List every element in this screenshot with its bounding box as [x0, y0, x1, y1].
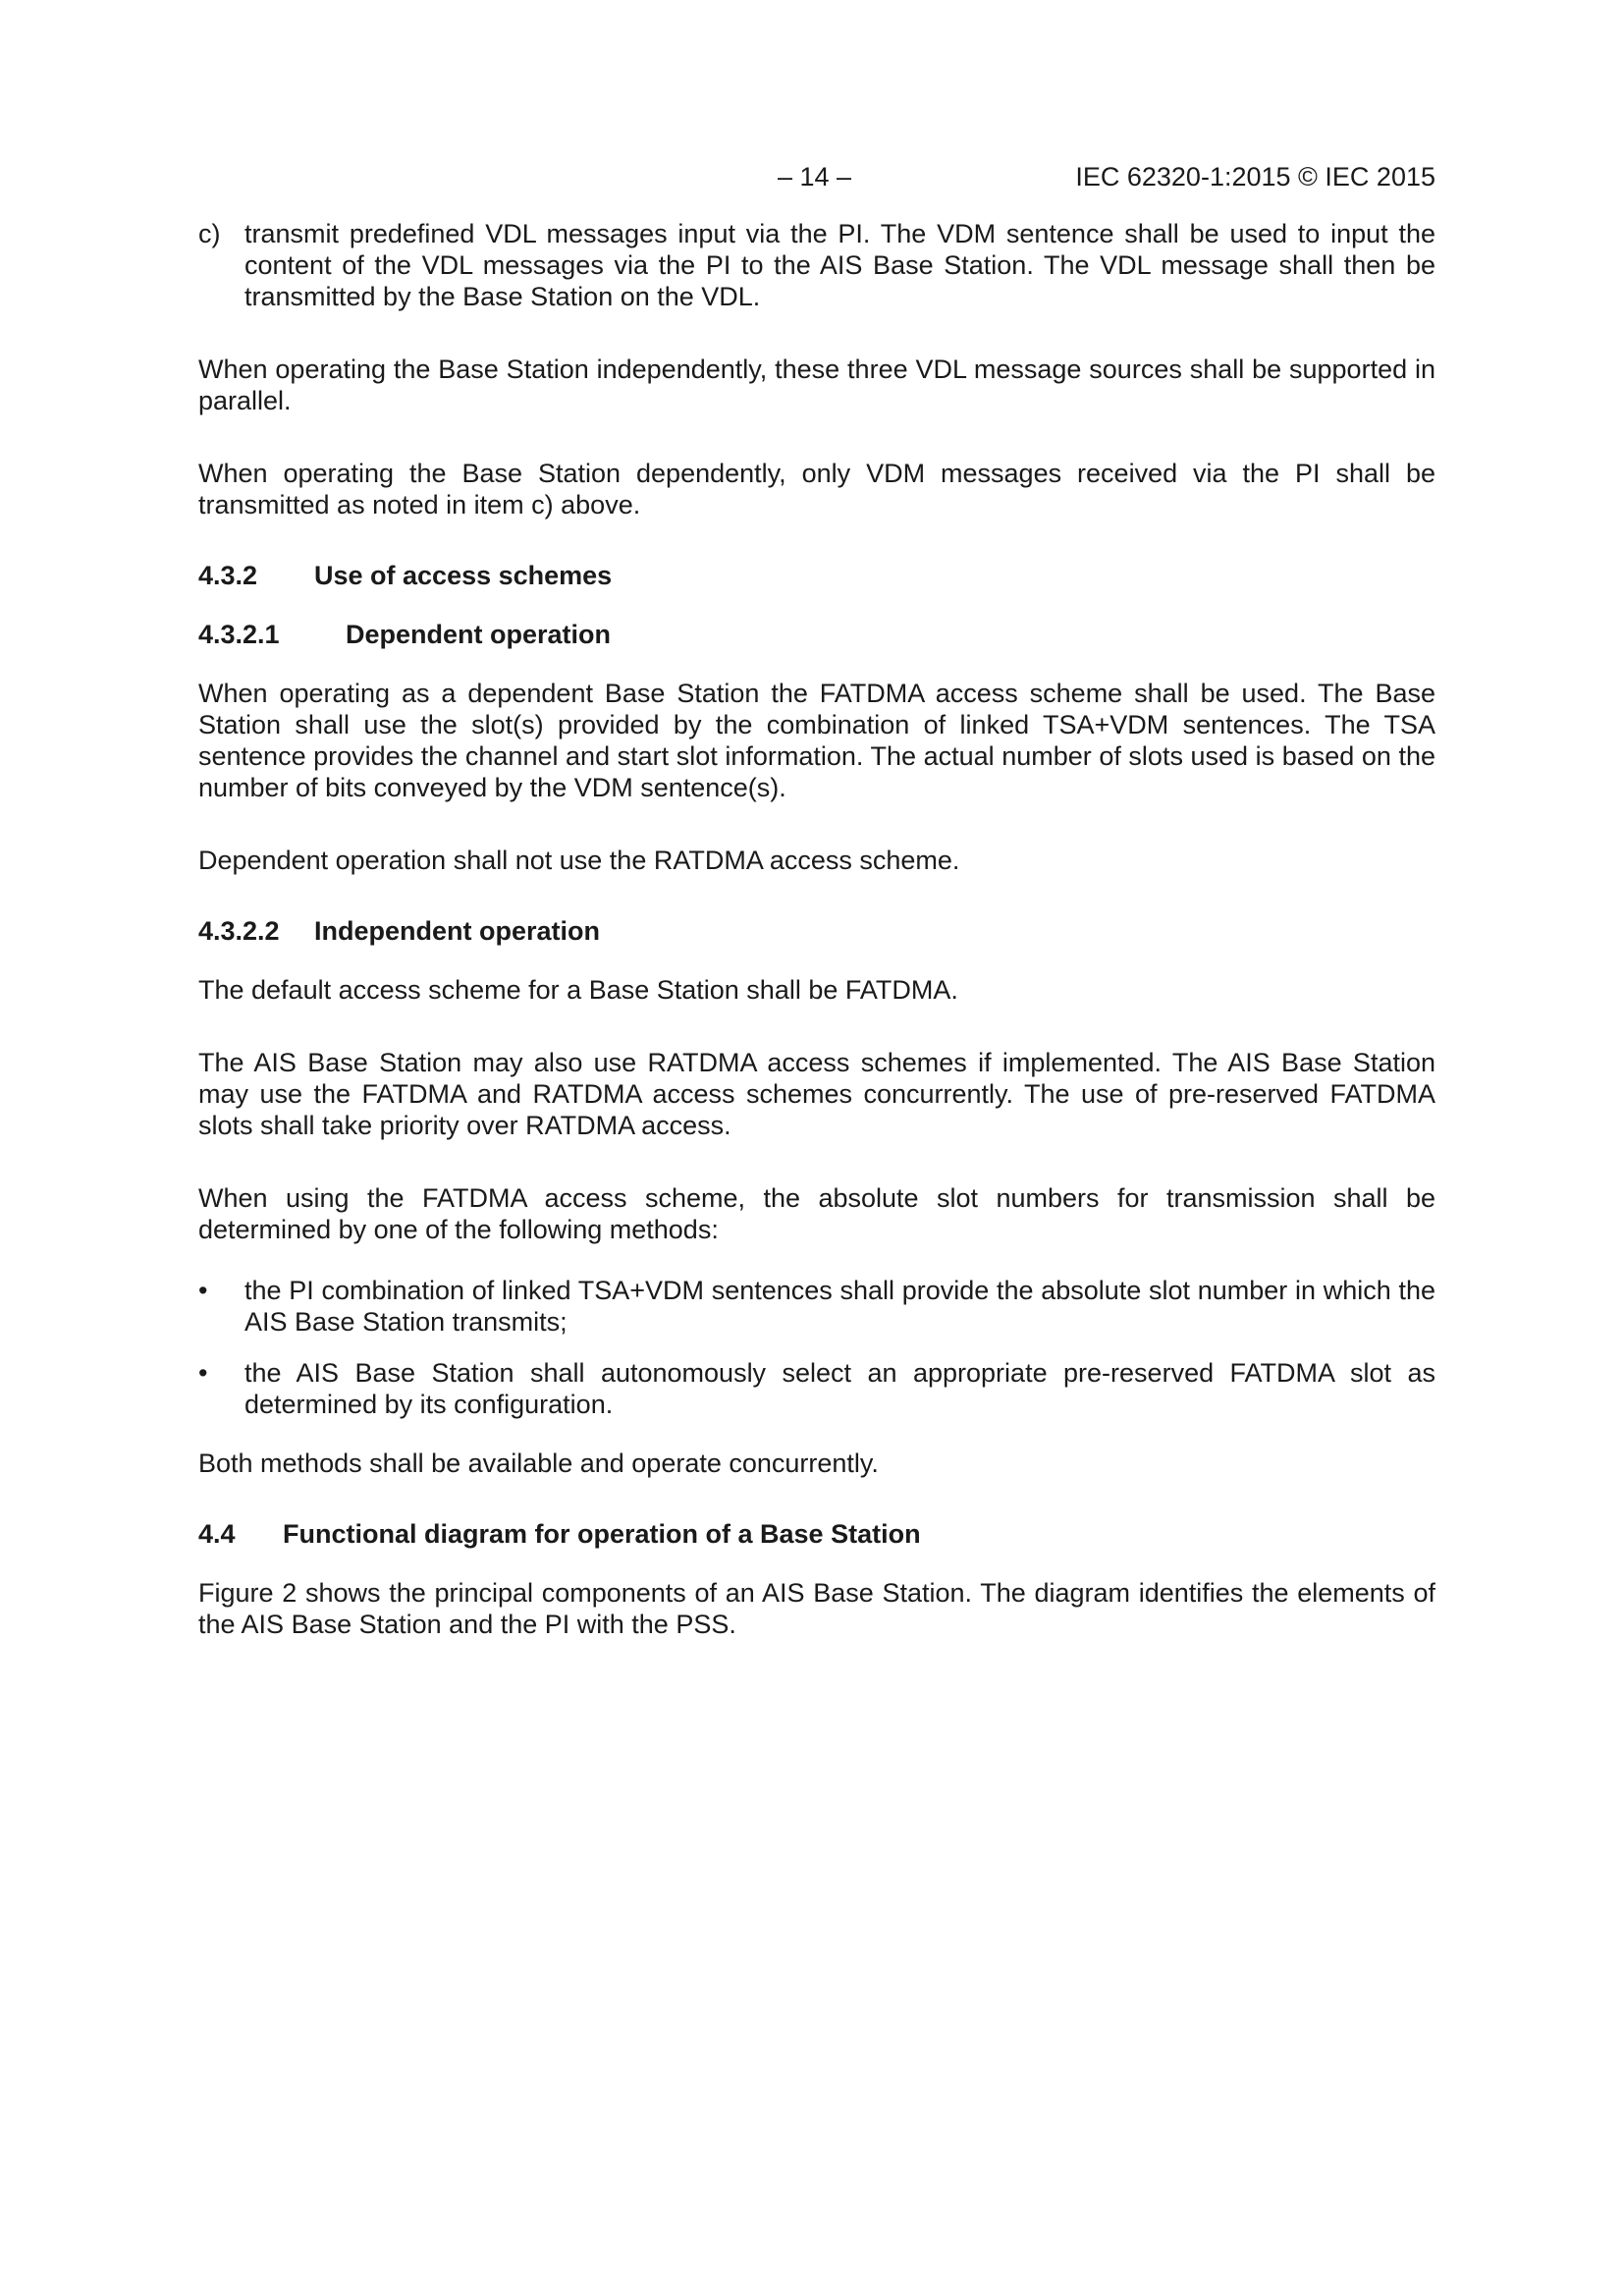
paragraph-ratdma-option: The AIS Base Station may also use RATDMA access schemes if implemented. The AIS Base Station may use the FATDMA and RATDMA access schemes concurrently. The use of pre-reserved FATDMA slots shall take priority over RATDMA access. — [198, 1048, 1435, 1140]
heading-number: 4.3.2 — [198, 561, 258, 590]
paragraph-dependent-no-ratdma: Dependent operation shall not use the RATDMA access scheme. — [198, 846, 960, 875]
heading-number: 4.3.2.1 — [198, 620, 280, 649]
list-item-marker: c) — [198, 219, 221, 248]
bullet-marker: • — [198, 1358, 208, 1388]
paragraph-both-methods: Both methods shall be available and operate concurrently. — [198, 1449, 879, 1478]
paragraph-figure2-intro: Figure 2 shows the principal components of an AIS Base Station. The diagram identifies the elements of the AIS Base Station and the PI with the PSS. — [198, 1578, 1435, 1639]
bullet-marker: • — [198, 1276, 208, 1305]
heading-title: Independent operation — [314, 916, 601, 946]
heading-title: Use of access schemes — [314, 561, 613, 590]
heading-number: 4.3.2.2 — [198, 916, 280, 946]
bullet-item — [198, 1275, 1435, 1338]
bullet-text: the AIS Base Station shall autonomously select an appropriate pre-reserved FATDMA slot as determined by its configuration. — [244, 1358, 1435, 1419]
paragraph-independent-sources: When operating the Base Station independently, these three VDL message sources shall be supported in parallel. — [198, 355, 1435, 415]
page-header — [198, 157, 1435, 196]
bullet-text: the PI combination of linked TSA+VDM sentences shall provide the absolute slot number in which the AIS Base Station transmits; — [244, 1276, 1435, 1337]
paragraph-dependent-vdm: When operating the Base Station dependently, only VDM messages received via the PI shall be transmitted as noted in item c) above. — [198, 459, 1435, 519]
document-id: IEC 62320-1:2015 © IEC 2015 — [1075, 162, 1435, 191]
heading-4-3-2-1 — [198, 619, 1435, 650]
document-page — [198, 157, 1435, 1640]
paragraph-default-scheme: The default access scheme for a Base Station shall be FATDMA. — [198, 975, 958, 1005]
list-item-c — [198, 218, 1435, 312]
list-item-text: transmit predefined VDL messages input via the PI. The VDM sentence shall be used to input the content of the VDL messages via the PI to the AIS Base Station. The VDL message shall then be transmitted by the Base Station on the VDL. — [244, 219, 1435, 311]
page-number: – 14 – — [778, 162, 852, 191]
paragraph-fatdma-methods: When using the FATDMA access scheme, the absolute slot numbers for transmission shall be determined by one of the following methods: — [198, 1183, 1435, 1244]
bullet-item — [198, 1357, 1435, 1420]
heading-title: Dependent operation — [346, 620, 612, 649]
heading-number: 4.4 — [198, 1519, 236, 1549]
heading-4-3-2 — [198, 560, 1435, 591]
heading-title: Functional diagram for operation of a Base Station — [283, 1519, 921, 1549]
paragraph-dependent-fatdma: When operating as a dependent Base Station the FATDMA access scheme shall be used. The Base Station shall use the slot(s) provided by the combination of linked TSA+VDM sentences. The TSA sentence provides the channel and start slot information. The actual number of slots used is based on the number of bits conveyed by the VDM sentence(s). — [198, 679, 1435, 802]
heading-4-3-2-2 — [198, 915, 1435, 947]
heading-4-4 — [198, 1518, 1435, 1550]
